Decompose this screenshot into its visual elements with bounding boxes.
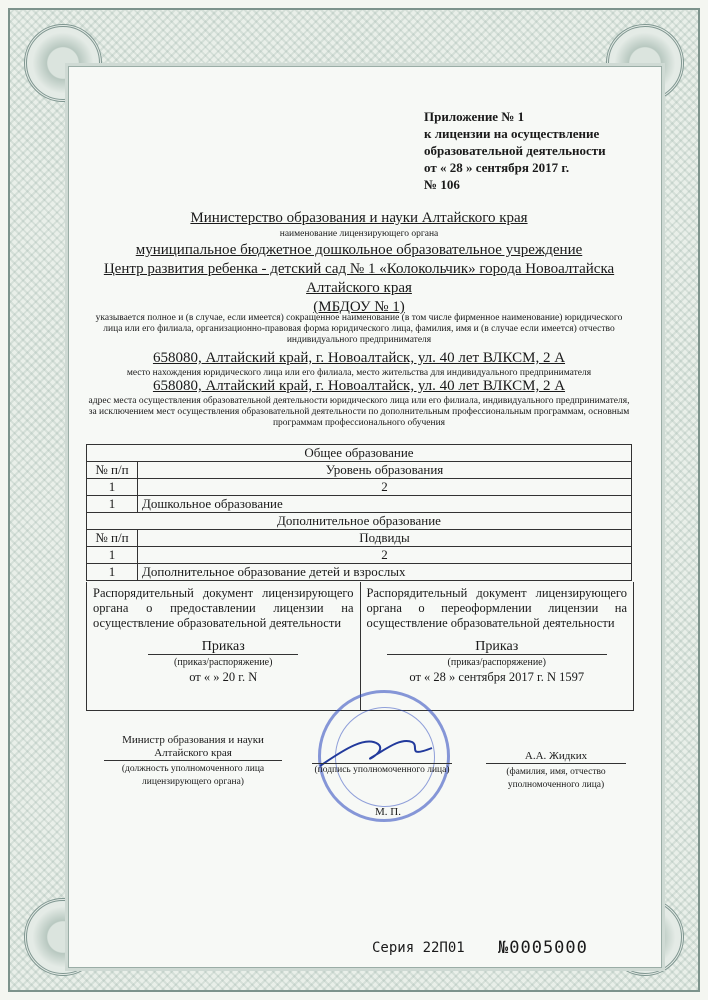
appendix-header: [424, 108, 632, 193]
order-type: Приказ: [148, 639, 298, 655]
col-index: 1: [87, 479, 138, 496]
form-series: Серия 22П01: [372, 940, 465, 956]
issue-order-text: Распорядительный документ лицензирующего органа о предоставлении лицензии на осуществление образовательной деятельности: [93, 586, 354, 630]
stamp-place: М. П.: [375, 806, 401, 818]
form-number: №0005000: [498, 938, 588, 958]
col-header-subtype: Подвиды: [138, 530, 632, 547]
authority-caption: наименование лицензирующего органа: [279, 229, 439, 239]
general-education-title: Общее образование: [87, 445, 632, 462]
activity-caption: адрес места осуществления образовательной деятельности юридического лица или его филиала, индивидуального предпринимателя, за исключением мест осуществления образовательной деятельности по дополнительным профессиональным программам, основным программам профессионального обучения: [88, 396, 630, 428]
reissue-order-block: [360, 582, 634, 710]
col-header-level: Уровень образования: [138, 462, 632, 479]
org-line: муниципальное бюджетное дошкольное образовательное учреждение: [135, 242, 583, 258]
col-header-num: № п/п: [87, 462, 138, 479]
row-education-subtype: Дополнительное образование детей и взрослых: [138, 564, 632, 581]
order-date: от « » 20 г. N: [189, 670, 258, 684]
activity-address: 658080, Алтайский край, г. Новоалтайск, ул. 40 лет ВЛКСМ, 2 А: [152, 378, 566, 394]
row-number: 1: [87, 564, 138, 581]
order-caption: (приказ/распоряжение): [447, 657, 546, 668]
position-line: Министр образования и науки: [122, 734, 264, 746]
row-number: 1: [87, 496, 138, 513]
org-short-name: (МБДОУ № 1): [313, 299, 405, 315]
official-name: [486, 750, 626, 792]
appendix-date: от « 28 » сентября 2017 г.: [424, 160, 570, 175]
reissue-order-text: Распорядительный документ лицензирующего органа о переоформлении лицензии на осуществление образовательной деятельности: [366, 586, 627, 630]
row-education-level: Дошкольное образование: [138, 496, 632, 513]
appendix-line: к лицензии на осуществление: [424, 126, 600, 141]
position-line: Алтайского края: [104, 747, 282, 761]
reissue-order: [367, 639, 628, 685]
appendix-number: № 106: [424, 177, 460, 192]
col-index: 2: [138, 479, 632, 496]
appendix-title: Приложение № 1: [424, 109, 525, 124]
col-header-num: № п/п: [87, 530, 138, 547]
order-caption: (приказ/распоряжение): [174, 657, 273, 668]
official-position: [104, 734, 282, 789]
location-caption: место нахождения юридического лица или его филиала, место жительства для индивидуального предпринимателя: [126, 368, 592, 378]
education-table: [86, 444, 632, 581]
issue-order-block: [87, 582, 360, 710]
signature-caption: (подпись уполномоченного лица): [312, 763, 452, 777]
additional-education-title: Дополнительное образование: [87, 513, 632, 530]
issue-order: [93, 639, 354, 685]
location-address: 658080, Алтайский край, г. Новоалтайск, ул. 40 лет ВЛКСМ, 2 А: [152, 350, 566, 366]
appendix-line: образовательной деятельности: [424, 143, 606, 158]
col-index: 2: [138, 547, 632, 564]
orders-section: [86, 582, 634, 711]
official-name-text: А.А. Жидких: [486, 750, 626, 764]
authority-name: Министерство образования и науки Алтайского края: [190, 210, 528, 226]
org-line: Алтайского края: [306, 280, 412, 296]
name-caption: (фамилия, имя, отчество уполномоченного лица): [506, 767, 606, 790]
organization-caption: указывается полное и (в случае, если имеется) сокращенное наименование (в том числе фирменное наименование) юридического лица или его филиала, организационно-правовая форма юридического лица, фамилия, имя и (в случае если имеется) отчество индивидуального предпринимателя: [95, 313, 623, 345]
order-date: от « 28 » сентября 2017 г. N 1597: [409, 670, 585, 684]
order-type: Приказ: [387, 639, 607, 655]
org-line: Центр развития ребенка - детский сад № 1 «Колокольчик» города Новоалтайска: [103, 261, 615, 277]
position-caption: (должность уполномоченного лица лицензирующего органа): [121, 764, 265, 787]
organization-name: [86, 241, 632, 317]
col-index: 1: [87, 547, 138, 564]
